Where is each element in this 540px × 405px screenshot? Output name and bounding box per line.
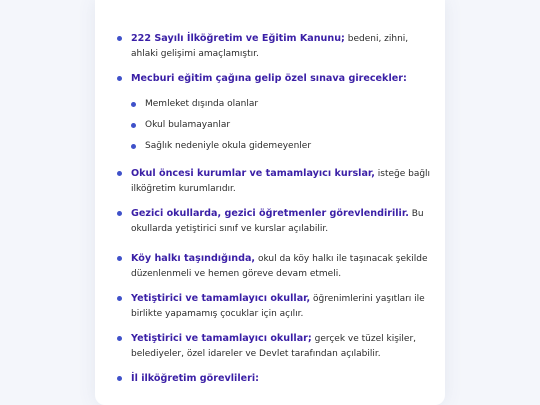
bullet-icon [117,76,122,81]
bullet-icon [117,376,122,381]
list-item [117,371,435,387]
bullet-list [117,31,435,396]
item-heading: Gezici okullarda, gezici öğretmenler görevlendirilir. [131,208,409,219]
item-heading: Yetiştirici ve tamamlayıcı okullar, [131,293,311,304]
item-heading: 222 Sayılı İlköğretim ve Eğitim Kanunu; [131,33,345,44]
item-text: isteğe bağlı ilköğretim kurumlarıdır. [131,169,431,194]
list-item [117,31,435,62]
bullet-icon [117,256,122,261]
bullet-icon [117,336,122,341]
sub-item-text: Sağlık nedeniyle okula gidemeyenler [145,141,312,151]
item-text: okul da köy halkı ile taşınacak şekilde düzenlenmeli ve hemen göreve devam etmeli. [131,254,428,279]
bullet-icon [117,36,122,41]
list-item [117,251,435,282]
list-item [117,166,435,197]
item-heading: İl ilköğretim görevlileri: [131,373,259,384]
item-text: Bu okullarda yetiştirici sınıf ve kurslar açılabilir. [131,209,424,234]
sub-list-item [131,139,435,154]
list-item [117,206,435,237]
item-heading: Köy halkı taşındığında, [131,253,256,264]
list-item [117,331,435,362]
sub-item-text: Memleket dışında olanlar [145,99,259,109]
sub-list-item [131,118,435,133]
item-text: gerçek ve tüzel kişiler, belediyeler, özel idareler ve Devlet tarafından açılabilir. [131,334,417,359]
bullet-icon [131,144,136,149]
sub-list [131,97,435,154]
item-heading: Okul öncesi kurumlar ve tamamlayıcı kurslar, [131,168,375,179]
sub-list-item [131,97,435,112]
sub-item-text: Okul bulamayanlar [145,120,231,130]
content-card [95,0,445,405]
item-text: bedeni, zihni, ahlaki gelişimi amaçlamıştır. [131,34,409,59]
bullet-icon [117,171,122,176]
list-item [117,71,435,154]
bullet-icon [117,296,122,301]
item-heading: Mecburi eğitim çağına gelip özel sınava girecekler: [131,73,407,84]
bullet-icon [117,211,122,216]
item-text: öğrenimlerini yaşıtları ile birlikte yapamamış çocuklar için açılır. [131,294,425,319]
bullet-icon [131,102,136,107]
item-heading: Yetiştirici ve tamamlayıcı okullar; [131,333,312,344]
list-item [117,291,435,322]
bullet-icon [131,123,136,128]
